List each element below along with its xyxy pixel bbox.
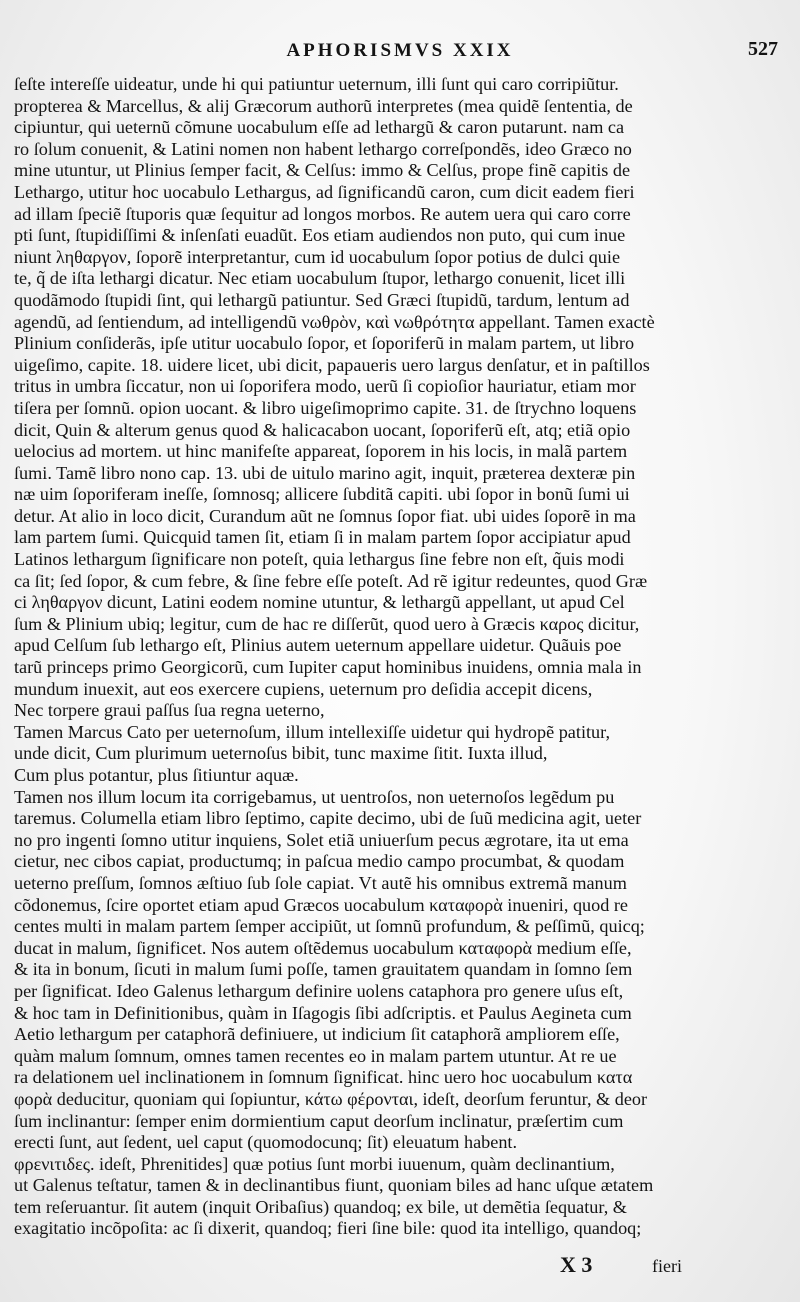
text-line: propterea & Marcellus, & alij Græcorum authorũ interpretes (mea quidẽ ſententia, de (14, 95, 633, 116)
text-line: ra delationem uel inclinationem in ſomnum ſignificat. hinc uero hoc uocabulum κατα (14, 1067, 633, 1088)
text-line: apud Celſum ſub lethargo eſt, Plinius autem ueternum appellare uidetur. Quãuis poe (14, 635, 622, 656)
page-header (0, 38, 800, 68)
text-line: φορὰ deducitur, quoniam qui ſopiuntur, κάτω φέρονται, ideſt, deorſum feruntur, & deor (14, 1088, 648, 1109)
text-line: centes multi in malam partem ſemper accipiũt, ut ſomnũ profundum, & peſſimũ, quicq; (14, 916, 645, 937)
text-line: Lethargo, utitur hoc uocabulo Lethargus, ad ſignificandũ caron, cum dicit eadem fieri (14, 181, 635, 202)
text-line: exagitatio incõpoſita: ac ſi dixerit, quandoq; fieri ſine bile: quod ita intelligo, quandoq; (14, 1218, 642, 1239)
text-line: Tamen Marcus Cato per ueternoſum, illum intellexiſſe uidetur qui hydropẽ patitur, (14, 721, 611, 742)
text-line: uigeſimo, capite. 18. uidere licet, ubi dicit, papaueris uero largus denſatur, et in paſtillos (14, 354, 650, 375)
text-line: ca ſit; ſed ſopor, & cum febre, & ſine febre eſſe poteſt. Ad rẽ igitur redeuntes, quod Græ (14, 570, 648, 591)
signature-mark: X 3 (560, 1252, 593, 1277)
text-line: cõdonemus, ſcire oportet etiam apud Græcos uocabulum καταφορὰ inueniri, quod re (14, 894, 628, 915)
text-line: ducat in malum, ſignificet. Nos autem oſtẽdemus uocabulum καταφορὰ medium eſſe, (14, 937, 632, 958)
text-line: te, q̃ de iſta lethargi dicatur. Nec etiam uocabulum ſtupor, lethargo conuenit, licet illi (14, 268, 626, 289)
text-line: ſum & Plinium ubiq; legitur, cum de hac re diſſerũt, quod uero à Græcis καρος dicitur, (14, 613, 640, 634)
text-line: tiſera per ſomnũ. opion uocant. & libro uigeſimoprimo capite. 31. de ſtrychno loquens (14, 397, 637, 418)
text-line: per ſignificat. Ideo Galenus lethargum definire uolens cataphora pro genere uſus eſt, (14, 980, 624, 1001)
text-line: ſeſte intereſſe uideatur, unde hi qui patiuntur ueternum, illi ſunt qui caro corripiũtur. (14, 74, 619, 94)
text-line: agendũ, ad ſentiendum, ad intelligendũ νωθρὸν, καὶ νωθρότητα appellant. Tamen exactè (14, 311, 655, 332)
text-line: detur. At alio in loco dicit, Curandum aũt ne ſomnus ſopor fiat. ubi uides ſoporẽ in ma (14, 505, 636, 526)
text-line: ſumi. Tamẽ libro nono cap. 13. ubi de uitulo marino agit, inquit, præterea dexteræ pin (14, 462, 636, 483)
text-line: ut Galenus teſtatur, tamen & in declinantibus fiunt, quoniam biles ad hanc uſque ætatem (14, 1175, 654, 1196)
text-line: tarũ princeps primo Georgicorũ, cum Iupiter caput hominibus inuidens, omnia mala in (14, 657, 642, 678)
text-line: mine utuntur, ut Plinius ſemper facit, & Celſus: immo & Celſus, prope finẽ capitis de (14, 160, 631, 181)
text-line: erecti ſunt, aut ſedent, uel caput (quomodocunq; ſit) eleuatum habent. (14, 1132, 518, 1153)
text-line: & hoc tam in Definitionibus, quàm in Iſagogis ſibi adſcriptis. et Paulus Aegineta cum (14, 1002, 632, 1023)
text-line: φρενιτιδες. ideſt, Phrenitides] quæ potius ſunt morbi iuuenum, quàm declinantium, (14, 1153, 615, 1174)
text-line: Latinos lethargum ſignificare non poteſt, quia lethargus ſine febre non eſt, q̃uis modi (14, 549, 625, 570)
text-line: Cum plus potantur, plus ſitiuntur aquæ. (14, 765, 299, 785)
text-line: ſum inclinantur: ſemper enim dormientium caput deorſum inclinatur, præſertim cum (14, 1110, 624, 1131)
main-text (14, 74, 686, 1240)
text-line: Plinium conſiderãs, ipſe utitur uocabulo ſopor, et ſoporiferũ in malam partem, ut libro (14, 333, 635, 354)
text-line: tem reſeruantur. ſit autem (inquit Oribaſius) quandoq; ex bile, ut demẽtia ſequatur, & (14, 1196, 627, 1217)
text-line: Nec torpere graui paſſus ſua regna ueterno, (14, 700, 325, 721)
text-line: unde dicit, Cum plurimum ueternoſus bibit, tunc maxime ſitit. Iuxta illud, (14, 743, 548, 764)
text-line: quàm malum ſomnum, omnes tamen recentes eo in malam partem utuntur. At re ue (14, 1045, 617, 1066)
text-line: cietur, nec cibos capiat, productumq; in paſcua medio campo procumbat, & quodam (14, 851, 625, 872)
text-line: Tamen nos illum locum ita corrigebamus, ut uentroſos, non ueternoſos legẽdum pu (14, 786, 615, 807)
page-number: 527 (748, 38, 778, 60)
text-line: mundum inuexit, aut eos exercere cupiens, ueternum pro deſidia accepit dicens, (14, 678, 593, 699)
text-line: dicit, Quin & alterum genus quod & halicacabon uocant, ſoporiferũ eſt, atq; etiã opio (14, 419, 631, 440)
text-line: næ uim ſoporiferam ineſſe, ſomnosq; allicere ſubditã capiti. ubi ſopor in bonũ ſumi ui (14, 484, 630, 505)
catchword: fieri (652, 1256, 682, 1276)
text-line: Aetio lethargum per cataphorã definiuere, ut indicium ſit cataphorã ampliorem eſſe, (14, 1024, 620, 1045)
text-line: no pro ingenti ſomno utitur inquiens, Solet etiã uniuerſum pecus ægrotare, ita ut ema (14, 829, 629, 850)
text-line: taremus. Columella etiam libro ſeptimo, capite decimo, ubi de ſuũ medicina agit, ueter (14, 808, 642, 829)
text-line: tritus in umbra ſiccatur, non ui ſoporifera modo, uerũ ſi copioſior hauriatur, etiam mor (14, 376, 636, 397)
text-line: lam partem ſumi. Quicquid tamen ſit, etiam ſi in malam partem ſopor accipiatur apud (14, 527, 631, 548)
text-line: quodãmodo ſtupidi ſint, qui lethargũ patiuntur. Sed Græci ſtupidũ, tardum, lentum ad (14, 289, 630, 310)
text-line: ci ληθαργον dicunt, Latini eodem nomine utuntur, & lethargũ appellant, ut apud Cel (14, 592, 625, 613)
text-line: niunt ληθαργον, ſoporẽ interpretantur, cum id uocabulum ſopor potius de dulci quie (14, 246, 621, 267)
running-head: APHORISMVS XXIX (286, 40, 514, 61)
text-line: cipiuntur, qui ueternũ cõmune uocabulum eſſe ad lethargũ & caron putarunt. nam ca (14, 117, 625, 138)
text-line: ro ſolum conuenit, & Latini nomen non habent lethargo correſpondẽs, ideo Græco no (14, 138, 632, 159)
text-line: ueterno preſſum, ſomnos æſtiuo ſub ſole capiat. Vt autẽ his omnibus extremã manum (14, 872, 627, 893)
text-line: ad illam ſpeciẽ ſtuporis quæ ſequitur ad longos morbos. Re autem uera qui caro corre (14, 203, 631, 224)
text-line: & ita in bonum, ſicuti in malum ſumi poſſe, tamen grauitatem quandam in ſomno ſem (14, 959, 633, 980)
text-line: uelocius ad mortem. ut hinc manifeſte appareat, ſoporem in his locis, in malã partem (14, 441, 628, 462)
text-line: pti ſunt, ſtupidiſſimi & inſenſati euadũt. Eos etiam audiendos non puto, qui cum inue (14, 225, 626, 246)
